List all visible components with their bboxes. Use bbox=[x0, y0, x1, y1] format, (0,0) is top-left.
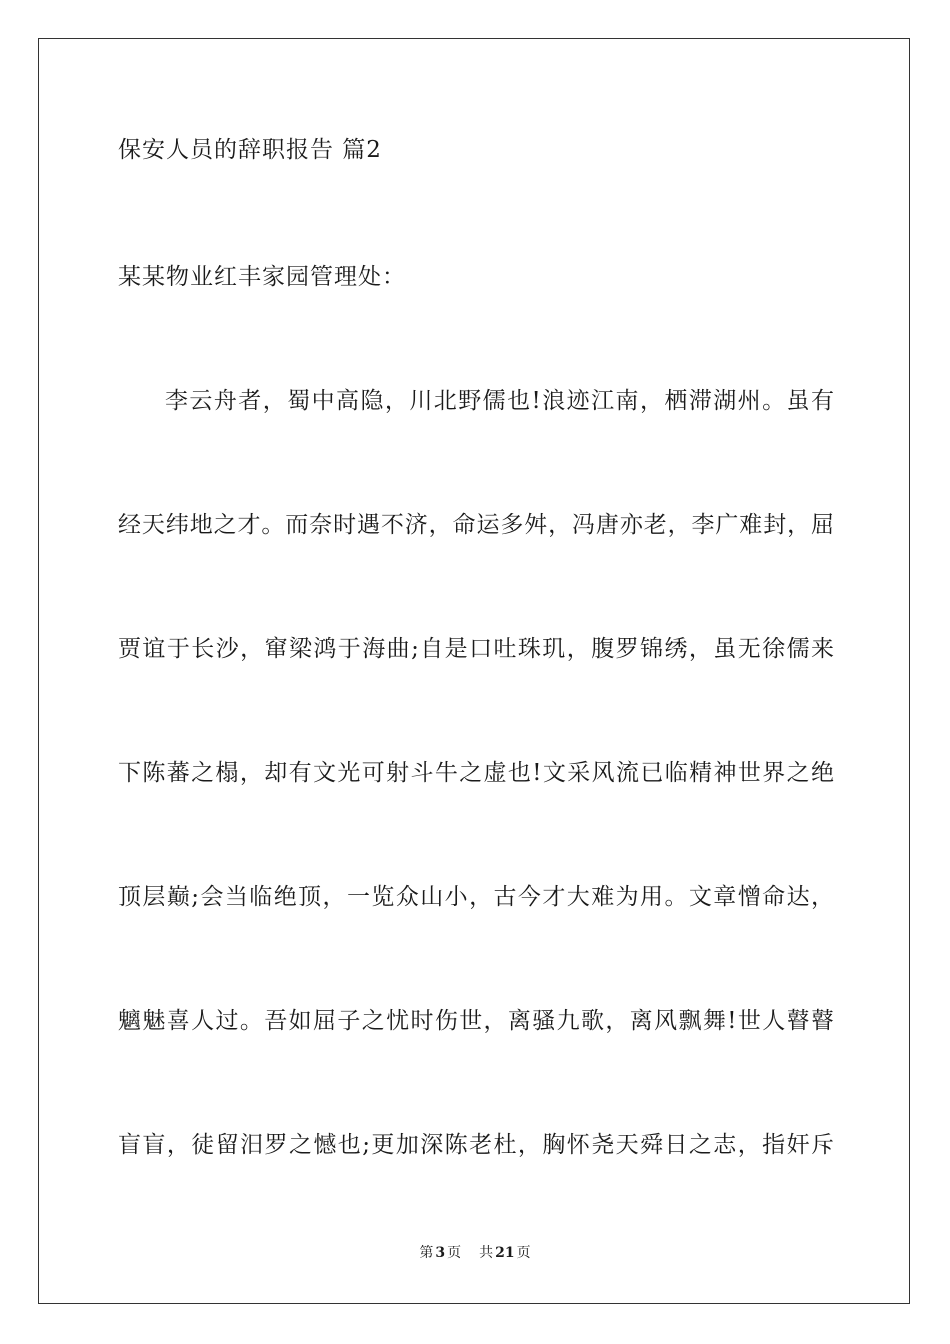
page-border bbox=[38, 38, 910, 1304]
page-footer bbox=[0, 1244, 950, 1262]
body-line-4: 下陈蕃之榻，却有文光可射斗牛之虚也!文采风流已临精神世界之绝 bbox=[118, 760, 834, 786]
total-page-count: 21 bbox=[495, 1245, 515, 1261]
body-line-5: 顶层巅;会当临绝顶，一览众山小，古今才大难为用。文章憎命达， bbox=[118, 884, 834, 910]
body-line-1: 李云舟者，蜀中高隐，川北野儒也!浪迹江南，栖滞湖州。虽有 bbox=[165, 388, 834, 414]
page-suffix: 页 bbox=[447, 1245, 462, 1261]
body-line-7: 盲盲，徒留汨罗之憾也;更加深陈老杜，胸怀尧天舜日之志，指奸斥 bbox=[118, 1132, 834, 1158]
body-line-6: 魑魅喜人过。吾如屈子之忧时伤世，离骚九歌，离风飘舞!世人瞽瞽 bbox=[118, 1008, 834, 1034]
page-prefix: 第 bbox=[419, 1245, 434, 1261]
addressee-line: 某某物业红丰家园管理处： bbox=[118, 264, 406, 290]
body-line-2: 经天纬地之才。而奈时遇不济，命运多舛，冯唐亦老，李广难封，屈 bbox=[118, 512, 834, 538]
body-line-3: 贾谊于长沙，窜梁鸿于海曲;自是口吐珠玑，腹罗锦绣，虽无徐儒来 bbox=[118, 636, 834, 662]
total-prefix: 共 bbox=[479, 1245, 494, 1261]
total-suffix: 页 bbox=[516, 1245, 531, 1261]
document-heading: 保安人员的辞职报告 篇2 bbox=[118, 137, 382, 163]
current-page-number: 3 bbox=[435, 1245, 446, 1261]
